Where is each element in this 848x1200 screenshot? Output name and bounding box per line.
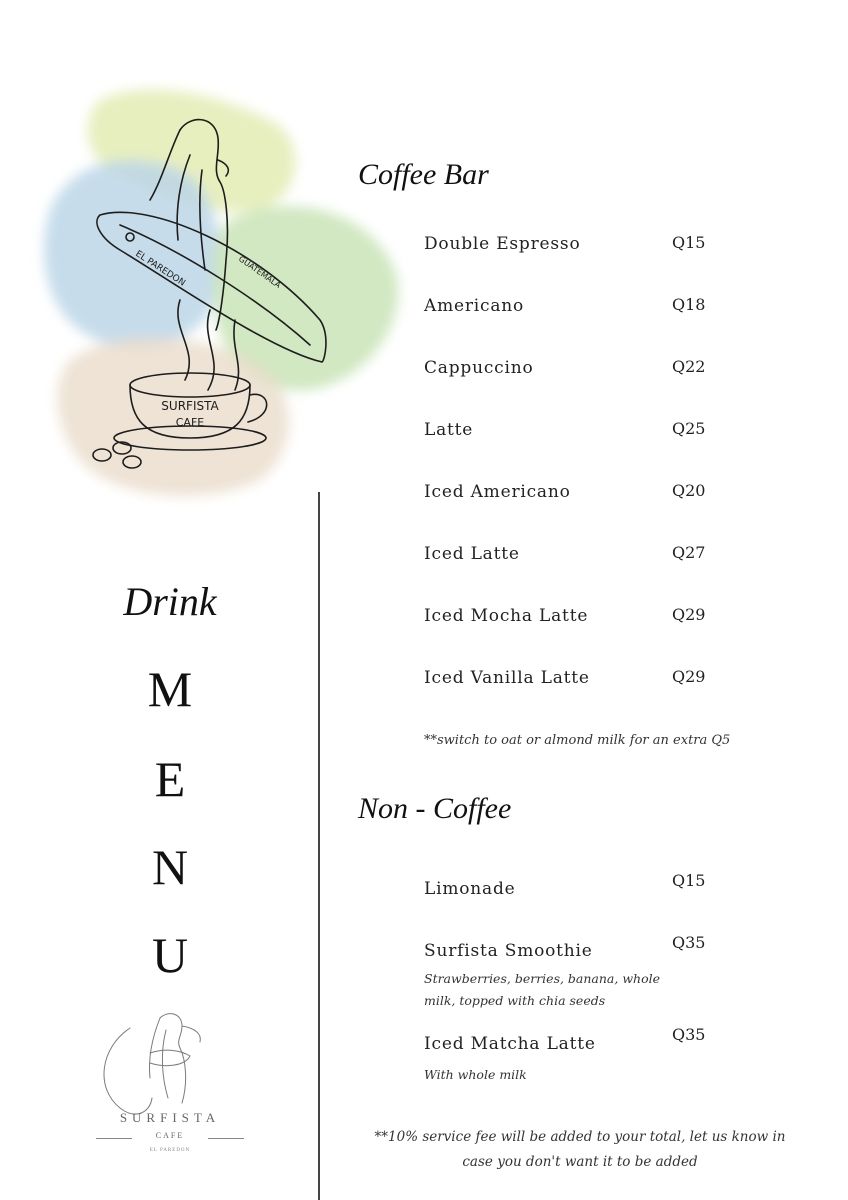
- menu-item-name: Surfista Smoothie: [424, 941, 593, 961]
- board-label-guatemala: GUATEMALA: [236, 254, 283, 290]
- menu-item-price: Q27: [672, 543, 706, 562]
- menu-item-price: Q22: [672, 357, 706, 376]
- menu-letter-e: E: [154, 751, 186, 807]
- menu-item-name: Iced Matcha Latte: [424, 1034, 596, 1054]
- menu-item-name: Limonade: [424, 879, 516, 899]
- menu-item-price: Q15: [672, 233, 706, 252]
- cup-label-cafe: CAFE: [175, 416, 205, 429]
- service-fee-line-2: case you don't want it to be added: [462, 1154, 698, 1170]
- menu-item-name: Iced Latte: [424, 544, 520, 564]
- surfista-cafe-logo-illustration: [30, 60, 420, 510]
- menu-item-name: Iced Mocha Latte: [424, 606, 589, 626]
- menu-item-price: Q25: [672, 419, 706, 438]
- section-title-coffee-bar: Coffee Bar: [358, 158, 489, 191]
- menu-item-name: Americano: [424, 296, 525, 316]
- menu-item-name: Latte: [424, 420, 474, 440]
- menu-item-price: Q35: [672, 1025, 706, 1044]
- menu-item-price: Q35: [672, 933, 706, 952]
- menu-item-price: Q29: [672, 605, 706, 624]
- small-logo-location: EL PAREDON: [149, 1148, 191, 1153]
- menu-item-name: Iced Vanilla Latte: [424, 668, 590, 688]
- menu-item-price: Q29: [672, 667, 706, 686]
- menu-item-description: With whole milk: [424, 1067, 527, 1082]
- menu-item-price: Q15: [672, 871, 706, 890]
- menu-item-description: milk, topped with chia seeds: [424, 993, 606, 1008]
- menu-item-name: Double Espresso: [424, 234, 581, 254]
- service-fee-line-1: **10% service fee will be added to your total, let us know in: [374, 1129, 786, 1145]
- menu-letter-n: N: [151, 839, 189, 895]
- board-label-el-paredon: EL PAREDON: [133, 249, 187, 289]
- section-title-non-coffee: Non - Coffee: [358, 792, 512, 825]
- drink-title: Drink: [123, 579, 217, 624]
- menu-letter-u: U: [151, 927, 189, 983]
- menu-item-price: Q20: [672, 481, 706, 500]
- menu-item-description: Strawberries, berries, banana, whole: [424, 971, 661, 986]
- cup-label-surfista: SURFISTA: [161, 399, 219, 413]
- small-logo-sub: CAFE: [155, 1131, 185, 1140]
- small-logo-name: SURFISTA: [119, 1110, 221, 1125]
- menu-item-name: Cappuccino: [424, 358, 534, 378]
- milk-note: **switch to oat or almond milk for an extra Q5: [424, 733, 731, 748]
- menu-item-name: Iced Americano: [424, 482, 571, 502]
- service-fee-note: [360, 1125, 800, 1175]
- menu-letter-m: M: [147, 661, 193, 717]
- menu-item-price: Q18: [672, 295, 706, 314]
- watercolor-splashes: [44, 90, 398, 496]
